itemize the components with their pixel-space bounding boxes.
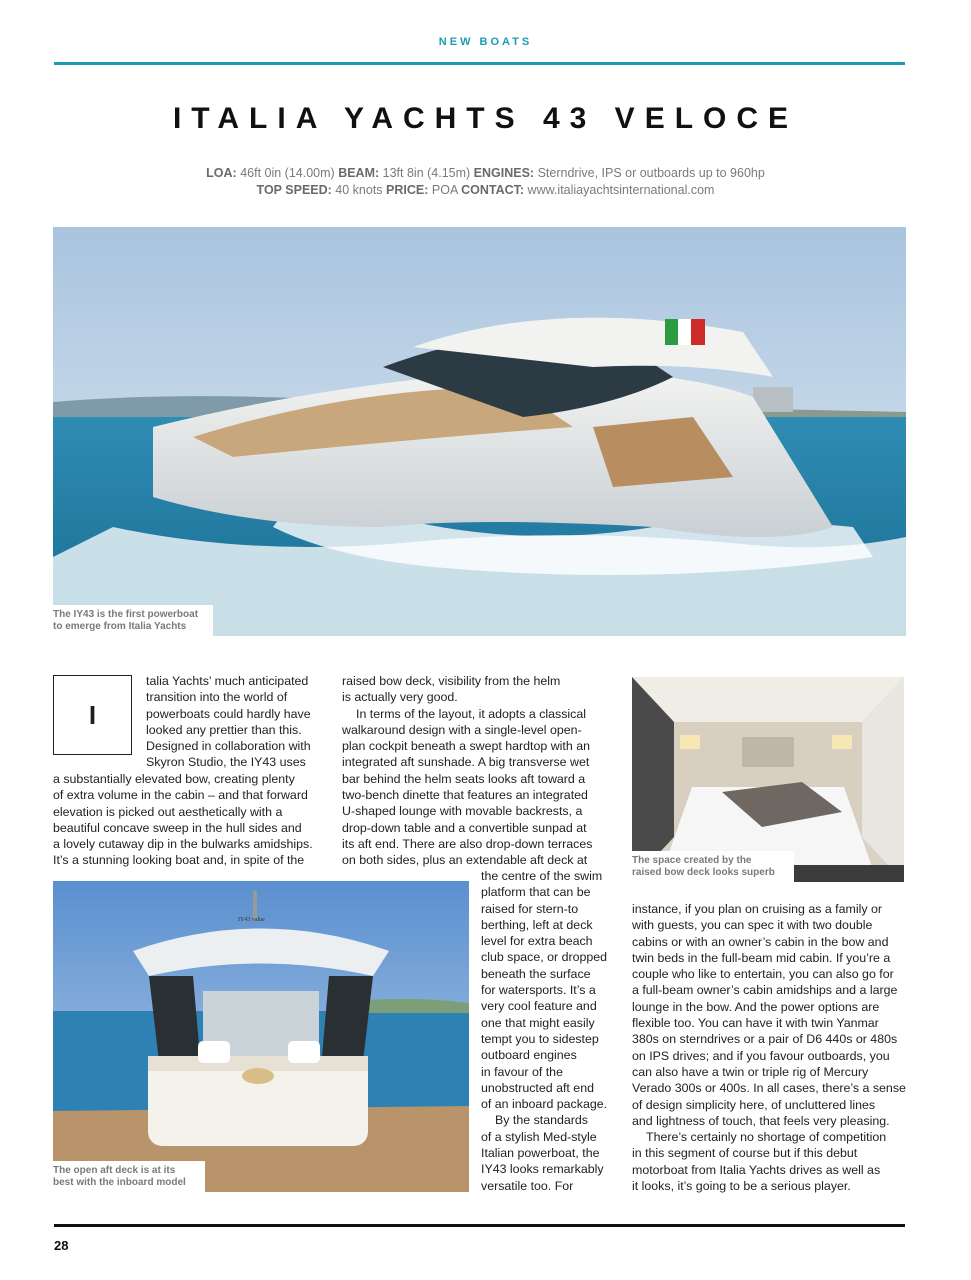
speed-value: 40 knots (335, 183, 383, 197)
page-number: 28 (54, 1238, 69, 1253)
cabin-caption-line: The space created by the (632, 855, 752, 866)
text-line: beneath the surface (481, 966, 591, 981)
contact-value: www.italiayachtsinternational.com (527, 183, 715, 197)
text-line: instance, if you plan on cruising as a family or (632, 902, 883, 916)
text-line: raised bow deck, visibility from the helm (342, 674, 561, 688)
text-line: cabins or with an owner’s cabin in the bow and (632, 934, 889, 949)
hero-photo (53, 227, 906, 636)
price-value: POA (431, 183, 458, 197)
beam-label: BEAM: (338, 166, 380, 180)
text-line: very cool feature and (481, 999, 597, 1014)
text-line: talia Yachts’ much anticipated (146, 674, 309, 688)
price-label: PRICE: (386, 183, 429, 197)
text-line: can also have a twin or triple rig of Mercury (632, 1064, 869, 1079)
spec-line-1 (0, 165, 971, 182)
spec-line-2 (0, 182, 971, 199)
text-line: platform that can be (481, 885, 591, 900)
speed-label: TOP SPEED: (256, 183, 332, 197)
cabin-caption (632, 851, 794, 882)
deck-caption-line: best with the inboard model (53, 1177, 186, 1188)
text-line: on both sides, plus an extendable aft deck at (342, 853, 588, 868)
text-line: raised for stern-to (481, 901, 579, 916)
text-line: looked any prettier than this. (146, 722, 302, 737)
text-line: tempt you to sidestep (481, 1031, 599, 1046)
text-line: drop-down table and a convertible sunpad at (342, 820, 587, 835)
text-line: bar behind the helm seats looks aft toward a (342, 771, 586, 786)
text-line: Skyron Studio, the IY43 uses (146, 755, 306, 770)
text-line: a lovely cutaway dip in the bulwarks amidships. (53, 837, 313, 852)
aft-deck-image (53, 881, 469, 1192)
text-line: its aft end. There are also drop-down terraces (342, 836, 593, 851)
text-line: in favour of the (481, 1064, 563, 1079)
text-line: Verado 300s or 400s. In all cases, there’s a sense (632, 1081, 906, 1096)
text-line: berthing, left at deck (481, 917, 593, 932)
text-line: one that might easily (481, 1015, 595, 1030)
loa-label: LOA: (206, 166, 237, 180)
col2-top-text (342, 673, 617, 869)
hero-caption-line: to emerge from Italia Yachts (53, 621, 187, 632)
hero-caption-line: The IY43 is the first powerboat (53, 609, 199, 620)
text-line: it looks, it’s going to be a serious player. (632, 1179, 851, 1194)
cabin-photo (632, 677, 904, 882)
text-line: By the standards (495, 1113, 588, 1128)
engines-label: ENGINES: (473, 166, 535, 180)
text-line: in this segment of course but if this debut (632, 1146, 858, 1161)
deck-caption-line: The open aft deck is at its (53, 1165, 176, 1176)
text-line: walkaround design with a single-level open- (342, 722, 582, 737)
text-line: It’s a stunning looking boat and, in spite of the (53, 853, 305, 868)
text-line: couple who like to entertain, you can also go for (632, 967, 894, 982)
text-line: motorboat from Italia Yachts drives as well as (632, 1162, 881, 1177)
text-line: versatile too. For (481, 1178, 574, 1193)
text-line: In terms of the layout, it adopts a classical (356, 706, 587, 721)
text-line: 380s on sterndrives or a pair of D6 440s or 480s (632, 1032, 898, 1047)
text-line: U-shaped lounge with movable backrests, a (342, 804, 583, 819)
text-line: IY43 looks remarkably (481, 1162, 604, 1177)
text-line: for watersports. It’s a (481, 983, 596, 998)
text-line: on IPS drives; and if you favour outboards, you (632, 1048, 890, 1063)
text-line: of extra volume in the cabin – and that forward (53, 788, 308, 803)
text-line: integrated aft sunshade. A big transverse wet (342, 755, 590, 770)
hero-caption (53, 605, 213, 636)
engines-value: Sterndrive, IPS or outboards up to 960hp (537, 166, 765, 180)
text-line: outboard engines (481, 1048, 577, 1063)
section-label: NEW BOATS (438, 36, 533, 48)
text-line: with guests, you can spec it with two double (632, 918, 873, 933)
text-line: plan cockpit beneath a swept hardtop with an (342, 739, 590, 754)
text-line: club space, or dropped (481, 950, 608, 965)
text-line: powerboats could hardly have (146, 706, 311, 721)
text-line: of design simplicity here, of uncluttered lines (632, 1097, 876, 1112)
article-title: ITALIA YACHTS 43 VELOCE (172, 102, 799, 135)
text-line: of an inboard package. (481, 1097, 608, 1112)
text-line: two-bench dinette that features an integrated (342, 788, 588, 803)
bottom-rule (54, 1224, 905, 1227)
deck-photo (53, 881, 469, 1192)
text-line: elevation is picked out aesthetically with a (53, 804, 283, 819)
deck-badge-text: IY43 value (238, 917, 265, 923)
contact-label: CONTACT: (461, 183, 525, 197)
text-line: transition into the world of (146, 690, 288, 705)
text-line: lounge in the bow. And the power options are (632, 999, 880, 1014)
spec-box (0, 165, 971, 199)
text-line: is actually very good. (342, 690, 458, 705)
text-line: There’s certainly no shortage of competition (646, 1130, 887, 1145)
text-line: a full-beam owner’s cabin amidships and a large (632, 983, 898, 998)
text-line: beautiful concave sweep in the hull sides and (53, 820, 302, 835)
text-line: of a stylish Med-style (481, 1129, 597, 1144)
text-line: level for extra beach (481, 934, 593, 949)
text-line: Italian powerboat, the (481, 1146, 600, 1161)
text-line: a substantially elevated bow, creating plenty (53, 772, 295, 786)
col3-text (632, 901, 907, 1194)
drop-cap: I (53, 675, 132, 755)
text-line: the centre of the swim (481, 869, 603, 883)
col1-top-text (146, 673, 326, 771)
beam-value: 13ft 8in (4.15m) (382, 166, 471, 180)
text-line: Designed in collaboration with (146, 739, 311, 754)
text-line: and lightness of touch, that feels very pleasing. (632, 1113, 890, 1128)
top-rule (54, 62, 905, 65)
cabin-caption-line: raised bow deck looks superb (632, 867, 775, 878)
deck-caption (53, 1161, 205, 1192)
loa-value: 46ft 0in (14.00m) (240, 166, 335, 180)
col2-bottom-text (481, 868, 621, 1194)
text-line: twin beds in the full-beam mid cabin. If you’re a (632, 950, 891, 965)
boat-running-image (53, 227, 906, 636)
col1-bottom-text (53, 771, 328, 869)
text-line: flexible too. You can have it with twin Yanmar (632, 1016, 879, 1031)
text-line: unobstructed aft end (481, 1080, 594, 1095)
